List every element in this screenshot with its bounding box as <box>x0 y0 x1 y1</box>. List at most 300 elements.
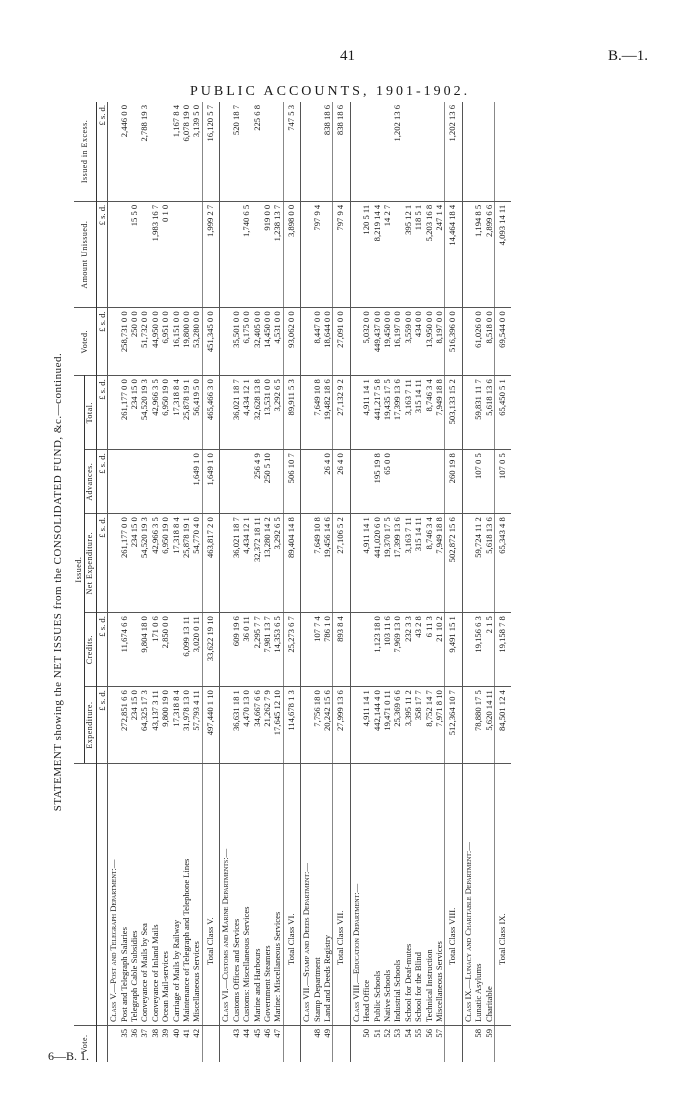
total-cred: 9,491 15 1 <box>445 613 462 687</box>
table-row <box>272 102 283 1062</box>
vote-number: 46 <box>262 1026 272 1063</box>
vote-number: 58 <box>473 1026 483 1063</box>
col-advances: Advances. <box>85 450 96 514</box>
blank-cell <box>301 613 312 687</box>
service-name: Customs Offices and Services <box>231 764 241 1026</box>
vote-cell <box>202 1026 219 1063</box>
amount-exc: 225 6 8 <box>251 105 262 131</box>
amount-unis <box>191 201 202 308</box>
vote-number: 49 <box>322 1026 333 1063</box>
amount-voted: 51,732 0 0 <box>139 308 149 376</box>
blank-cell <box>350 450 361 514</box>
amount-cred: 1,123 18 0 <box>372 613 382 687</box>
vote-number: 41 <box>181 1026 191 1063</box>
amount-exp: 17,318 8 4 <box>171 687 181 764</box>
total-exc: 838 18 6 <box>333 102 350 201</box>
amount-cred <box>129 613 139 687</box>
amount-voted: 8,447 0 0 <box>312 308 322 376</box>
service-name: Stamp Department <box>312 764 322 1026</box>
amount-exc: 2,446 0 0 <box>118 105 129 138</box>
amount-net: 7,649 10 8 <box>312 514 322 613</box>
section-heading-row <box>350 102 361 1062</box>
amount-unis: 395 12 1 <box>403 201 413 308</box>
amount-adv <box>434 450 445 514</box>
blank-cell <box>220 102 231 201</box>
service-name: Technical Instruction <box>424 764 434 1026</box>
section-heading: Class VII.—Stamp and Deeds Department:— <box>301 764 312 1026</box>
total-voted: 516,396 0 0 <box>445 308 462 376</box>
amount-unis: 5,203 16 8 <box>424 201 434 308</box>
amount-unis: 8,219 14 4 <box>372 201 382 308</box>
total-net: 502,872 15 6 <box>445 514 462 613</box>
total-total: 27,132 9 2 <box>333 376 350 450</box>
table-row <box>434 102 445 1062</box>
amount-adv: 256 4 9 <box>252 450 262 514</box>
service-name: Customs: Miscellaneous Services <box>241 764 251 1026</box>
amount-total: 19,435 17 5 <box>382 376 392 450</box>
amount-net: 5,618 13 6 <box>484 514 495 613</box>
amount-net: 17,318 8 4 <box>171 514 181 613</box>
service-name: Miscellaneous Services <box>191 764 202 1026</box>
vote-cell <box>220 1026 231 1063</box>
amount-exp: 36,631 18 1 <box>231 687 241 764</box>
amount-exp: 20,242 15 6 <box>322 687 333 764</box>
amount-exp: 19,471 0 11 <box>382 687 392 764</box>
total-unis: 14,464 18 4 <box>445 201 462 308</box>
blank-cell <box>108 308 119 376</box>
table-row <box>403 102 413 1062</box>
total-exc: 747 5 3 <box>283 102 300 201</box>
amount-net: 13,280 14 2 <box>262 514 272 613</box>
total-cred: 893 8 4 <box>333 613 350 687</box>
amount-exc <box>372 102 382 201</box>
amount-exp: 57,793 4 11 <box>191 687 202 764</box>
total-unis: 797 9 4 <box>333 201 350 308</box>
table-row <box>392 102 402 1062</box>
amount-total: 234 15 0 <box>129 376 139 450</box>
amount-voted: 8,518 0 0 <box>484 308 495 376</box>
amount-exc <box>272 102 283 201</box>
blank-cell <box>301 514 312 613</box>
amount-exc <box>129 102 139 201</box>
amount-adv: 107 0 5 <box>473 450 483 514</box>
blank-cell <box>220 376 231 450</box>
blank-cell <box>462 308 473 376</box>
service-name: Telegraph Cable Subsidies <box>129 764 139 1026</box>
vote-number: 44 <box>241 1026 251 1063</box>
amount-voted: 19,450 0 0 <box>382 308 392 376</box>
amount-adv <box>403 450 413 514</box>
amount-total: 4,434 12 1 <box>241 376 251 450</box>
blank-cell <box>108 376 119 450</box>
service-name: Lunatic Asylums <box>473 764 483 1026</box>
blank-cell <box>108 514 119 613</box>
amount-unis <box>252 201 262 308</box>
amount-adv <box>150 450 160 514</box>
amount-voted: 8,197 0 0 <box>434 308 445 376</box>
vote-cell <box>462 1026 473 1063</box>
blank-cell <box>350 613 361 687</box>
total-row <box>202 102 219 1062</box>
blank-cell <box>462 102 473 201</box>
total-exp: 512,364 10 7 <box>445 687 462 764</box>
amount-voted: 32,405 0 0 <box>252 308 262 376</box>
total-adv: 107 0 5 <box>495 450 512 514</box>
page-number: 41 <box>340 48 355 64</box>
vote-number: 38 <box>150 1026 160 1063</box>
total-total: 465,466 3 0 <box>202 376 219 450</box>
table-row <box>150 102 160 1062</box>
vote-number: 39 <box>160 1026 170 1063</box>
amount-exc <box>262 102 272 201</box>
total-adv: 260 19 8 <box>445 450 462 514</box>
total-voted: 93,062 0 0 <box>283 308 300 376</box>
service-name: Miscellaneous Services <box>434 764 445 1026</box>
table-body <box>96 102 511 1062</box>
amount-cred: 9,804 18 0 <box>139 613 149 687</box>
total-label: Total Class IX. <box>495 764 512 1026</box>
vote-number: 51 <box>372 1026 382 1063</box>
total-label: Total Class VI. <box>283 764 300 1026</box>
blank-cell <box>220 687 231 764</box>
blank-cell <box>350 376 361 450</box>
amount-cred: 2,295 7 7 <box>252 613 262 687</box>
amount-voted: 18,644 0 0 <box>322 308 333 376</box>
total-label: Total Class VII. <box>333 764 350 1026</box>
blank-cell <box>350 102 361 201</box>
blank-cell <box>350 308 361 376</box>
amount-exc <box>382 102 392 201</box>
section-heading: Class IX.—Lunacy and Charitable Department:— <box>462 764 473 1026</box>
amount-net: 4,911 14 1 <box>361 514 371 613</box>
amount-voted: 16,151 0 0 <box>171 308 181 376</box>
blank-cell <box>108 102 119 201</box>
amount-exc <box>403 102 413 201</box>
amount-cred: 7,969 13 0 <box>392 613 402 687</box>
amount-total: 441,217 5 8 <box>372 376 382 450</box>
units-cell: £ s. d. <box>96 376 107 450</box>
amount-voted: 4,531 0 0 <box>272 308 283 376</box>
service-name: Charitable <box>484 764 495 1026</box>
total-cred: 33,622 19 10 <box>202 613 219 687</box>
table-row <box>382 102 392 1062</box>
col-total: Total. <box>85 376 96 450</box>
total-net: 89,404 14 8 <box>283 514 300 613</box>
service-name: Industrial Schools <box>392 764 402 1026</box>
table-row <box>413 102 423 1062</box>
amount-adv <box>139 450 149 514</box>
amount-net: 19,370 17 5 <box>382 514 392 613</box>
vote-number: 54 <box>403 1026 413 1063</box>
total-voted: 27,091 0 0 <box>333 308 350 376</box>
vote-number: 50 <box>361 1026 371 1063</box>
amount-net: 8,746 3 4 <box>424 514 434 613</box>
amount-cred <box>171 613 181 687</box>
amount-net: 32,372 18 11 <box>252 514 262 613</box>
amount-voted: 434 0 0 <box>413 308 423 376</box>
amount-exp: 4,470 13 0 <box>241 687 251 764</box>
amount-cred: 107 7 4 <box>312 613 322 687</box>
total-row <box>495 102 512 1062</box>
table-row <box>484 102 495 1062</box>
total-adv: 506 10 7 <box>283 450 300 514</box>
amount-total: 13,531 0 0 <box>262 376 272 450</box>
amount-adv: 26 4 0 <box>322 450 333 514</box>
amount-cred: 3,020 0 11 <box>191 613 202 687</box>
amount-exc: 3,139 5 0 <box>191 105 202 138</box>
amount-exc: 2,788 19 3 <box>139 105 150 142</box>
amount-total: 5,618 13 6 <box>484 376 495 450</box>
service-name: Marine: Miscellaneous Services <box>272 764 283 1026</box>
page-reference: B.—1. <box>608 48 649 64</box>
service-name: Conveyance of Inland Mails <box>150 764 160 1026</box>
blank-cell <box>220 613 231 687</box>
amount-cred: 19,156 6 3 <box>473 613 483 687</box>
amount-net: 315 14 11 <box>413 514 423 613</box>
amount-exc: 520 18 7 <box>230 105 241 136</box>
amount-total: 36,021 18 7 <box>231 376 241 450</box>
service-name: Land and Deeds Registry <box>322 764 333 1026</box>
total-exp: 497,440 1 10 <box>202 687 219 764</box>
amount-cred: 2,850 0 0 <box>160 613 170 687</box>
vote-cell <box>283 1026 300 1063</box>
blank-cell <box>301 308 312 376</box>
amount-voted: 19,800 0 0 <box>181 308 191 376</box>
total-exc <box>495 102 512 201</box>
total-unis: 1,999 2 7 <box>202 201 219 308</box>
vote-number: 36 <box>129 1026 139 1063</box>
amount-net: 6,950 19 0 <box>160 514 170 613</box>
amount-exp: 234 15 0 <box>129 687 139 764</box>
amount-exc <box>413 102 423 201</box>
units-cell: £ s. d. <box>96 450 107 514</box>
amount-exc <box>361 102 371 201</box>
amount-voted: 6,175 0 0 <box>241 308 251 376</box>
blank-cell <box>301 450 312 514</box>
table-row <box>322 102 333 1062</box>
amount-adv <box>231 450 241 514</box>
amount-total: 261,177 0 0 <box>119 376 129 450</box>
amount-cred: 7,981 13 7 <box>262 613 272 687</box>
amount-unis: 0 1 0 <box>160 201 170 308</box>
vote-number: 47 <box>272 1026 283 1063</box>
total-adv: 1,649 1 0 <box>202 450 219 514</box>
table-row <box>252 102 262 1062</box>
blank-cell <box>220 514 231 613</box>
amount-exp: 8,752 14 7 <box>424 687 434 764</box>
amount-total: 42,966 3 5 <box>150 376 160 450</box>
table-row <box>424 102 434 1062</box>
units-cell: £ s. d. <box>96 201 107 308</box>
amount-net: 19,456 14 6 <box>322 514 333 613</box>
amount-net: 54,770 4 0 <box>191 514 202 613</box>
amount-exp: 25,369 6 6 <box>392 687 402 764</box>
total-row <box>283 102 300 1062</box>
total-exp: 27,999 13 6 <box>333 687 350 764</box>
total-unis: 3,898 0 0 <box>283 201 300 308</box>
units-cell: £ s. d. <box>96 613 107 687</box>
blank-cell <box>462 201 473 308</box>
amount-exp: 34,667 6 6 <box>252 687 262 764</box>
section-heading-row <box>301 102 312 1062</box>
blank-cell <box>301 201 312 308</box>
amount-total: 6,950 19 0 <box>160 376 170 450</box>
amount-adv <box>392 450 402 514</box>
amount-cred: 11,674 6 6 <box>119 613 129 687</box>
blank-cell <box>220 201 231 308</box>
total-label: Total Class V. <box>202 764 219 1026</box>
amount-unis: 2,899 6 6 <box>484 201 495 308</box>
amount-voted: 61,026 0 0 <box>473 308 483 376</box>
service-name: Government Steamers <box>262 764 272 1026</box>
col-net: Net Expenditure. <box>85 514 96 613</box>
vote-number: 43 <box>231 1026 241 1063</box>
page-title: PUBLIC ACCOUNTS, 1901-1902. <box>190 84 471 99</box>
amount-adv <box>312 450 322 514</box>
amount-total: 17,318 8 4 <box>171 376 181 450</box>
vote-number: 48 <box>312 1026 322 1063</box>
amount-cred: 14,353 6 5 <box>272 613 283 687</box>
amount-voted: 16,197 0 0 <box>392 308 402 376</box>
service-name: Ocean Mail-services <box>160 764 170 1026</box>
units-cell: £ s. d. <box>96 308 107 376</box>
table-row <box>231 102 241 1062</box>
section-heading-row <box>108 102 119 1062</box>
vote-cell <box>301 1026 312 1063</box>
blank-cell <box>462 613 473 687</box>
amount-voted: 44,950 0 0 <box>150 308 160 376</box>
table-row <box>361 102 371 1062</box>
blank-cell <box>350 687 361 764</box>
vote-number: 42 <box>191 1026 202 1063</box>
amount-cred: 786 1 0 <box>322 613 333 687</box>
amount-net: 7,949 18 8 <box>434 514 445 613</box>
amount-net: 234 15 0 <box>129 514 139 613</box>
amount-exc <box>150 102 160 201</box>
table-row <box>139 102 149 1062</box>
amount-exp: 64,325 17 3 <box>139 687 149 764</box>
blank-cell <box>350 201 361 308</box>
amount-cred: 609 19 6 <box>231 613 241 687</box>
total-total: 65,450 5 1 <box>495 376 512 450</box>
amount-exc <box>241 102 251 201</box>
section-heading-row <box>462 102 473 1062</box>
col-voted: Voted. <box>74 308 96 376</box>
col-unissued: Amount Unissued. <box>74 201 96 308</box>
col-expenditure: Expenditure. <box>85 687 96 764</box>
total-cred: 25,273 6 7 <box>283 613 300 687</box>
amount-adv: 250 5 10 <box>262 450 272 514</box>
amount-total: 8,746 3 4 <box>424 376 434 450</box>
amount-net: 441,020 6 0 <box>372 514 382 613</box>
amount-exp: 7,971 8 10 <box>434 687 445 764</box>
amount-voted: 258,731 0 0 <box>119 308 129 376</box>
section-heading: Class V.—Post and Telegraph Department:— <box>108 764 119 1026</box>
service-name: School for the Blind <box>413 764 423 1026</box>
blank-cell <box>108 613 119 687</box>
amount-adv <box>241 450 251 514</box>
amount-unis: 118 5 1 <box>413 201 423 308</box>
amount-net: 54,520 19 3 <box>139 514 149 613</box>
amount-exp: 7,756 18 0 <box>312 687 322 764</box>
total-exc: 16,120 5 7 <box>202 102 219 201</box>
vote-number: 52 <box>382 1026 392 1063</box>
col-vote: Vote. <box>74 1026 96 1063</box>
amount-total: 7,649 10 8 <box>312 376 322 450</box>
amount-net: 17,399 13 6 <box>392 514 402 613</box>
vote-cell <box>495 1026 512 1063</box>
blank-cell <box>301 687 312 764</box>
total-row <box>445 102 462 1062</box>
total-exp: 114,678 1 3 <box>283 687 300 764</box>
service-name: Conveyance of Mails by Sea <box>139 764 149 1026</box>
total-label: Total Class VIII. <box>445 764 462 1026</box>
amount-total: 59,831 11 7 <box>473 376 483 450</box>
amount-exp: 3,395 11 2 <box>403 687 413 764</box>
service-name: Maintenance of Telegraph and Telephone Lines <box>181 764 191 1026</box>
amount-exc: 6,078 19 0 <box>181 105 192 142</box>
amount-total: 56,419 5 0 <box>191 376 202 450</box>
vote-number: 40 <box>171 1026 181 1063</box>
amount-cred: 6 11 3 <box>424 613 434 687</box>
amount-unis: 247 1 4 <box>434 201 445 308</box>
service-name: School for Deaf-mutes <box>403 764 413 1026</box>
amount-unis: 919 0 0 <box>262 201 272 308</box>
vote-cell <box>108 1026 119 1063</box>
table-row <box>129 102 139 1062</box>
total-cred: 19,158 7 8 <box>495 613 512 687</box>
amount-adv <box>160 450 170 514</box>
amount-exp: 4,911 14 1 <box>361 687 371 764</box>
amount-adv <box>361 450 371 514</box>
amount-exc <box>484 102 495 201</box>
col-issued: Issued. <box>74 376 85 764</box>
amount-exp: 358 17 7 <box>413 687 423 764</box>
amount-net: 261,177 0 0 <box>119 514 129 613</box>
total-exp: 84,501 12 4 <box>495 687 512 764</box>
amount-unis <box>231 201 241 308</box>
blank-cell <box>462 376 473 450</box>
amount-total: 17,399 13 6 <box>392 376 402 450</box>
amount-exp: 442,144 4 0 <box>372 687 382 764</box>
amount-voted: 449,437 0 0 <box>372 308 382 376</box>
amount-adv <box>424 450 434 514</box>
amount-voted: 5,032 0 0 <box>361 308 371 376</box>
blank-cell <box>462 450 473 514</box>
blank-cell <box>108 450 119 514</box>
amount-exp: 9,800 19 0 <box>160 687 170 764</box>
total-total: 89,911 5 3 <box>283 376 300 450</box>
total-exc: 1,202 13 6 <box>445 102 462 201</box>
vote-number: 57 <box>434 1026 445 1063</box>
amount-cred: 2 1 5 <box>484 613 495 687</box>
table-row <box>372 102 382 1062</box>
amount-adv <box>129 450 139 514</box>
total-voted: 451,345 0 0 <box>202 308 219 376</box>
amount-total: 54,520 19 3 <box>139 376 149 450</box>
section-heading-row <box>220 102 231 1062</box>
amount-unis <box>392 201 402 308</box>
total-net: 463,817 2 0 <box>202 514 219 613</box>
amount-unis: 1,194 8 5 <box>473 201 483 308</box>
accounts-table <box>74 102 511 1062</box>
total-adv: 26 4 0 <box>333 450 350 514</box>
blank-cell <box>301 376 312 450</box>
amount-voted: 6,951 0 0 <box>160 308 170 376</box>
vote-number: 56 <box>424 1026 434 1063</box>
total-unis: 4,093 14 11 <box>495 201 512 308</box>
units-cell: £ s. d. <box>96 105 107 126</box>
